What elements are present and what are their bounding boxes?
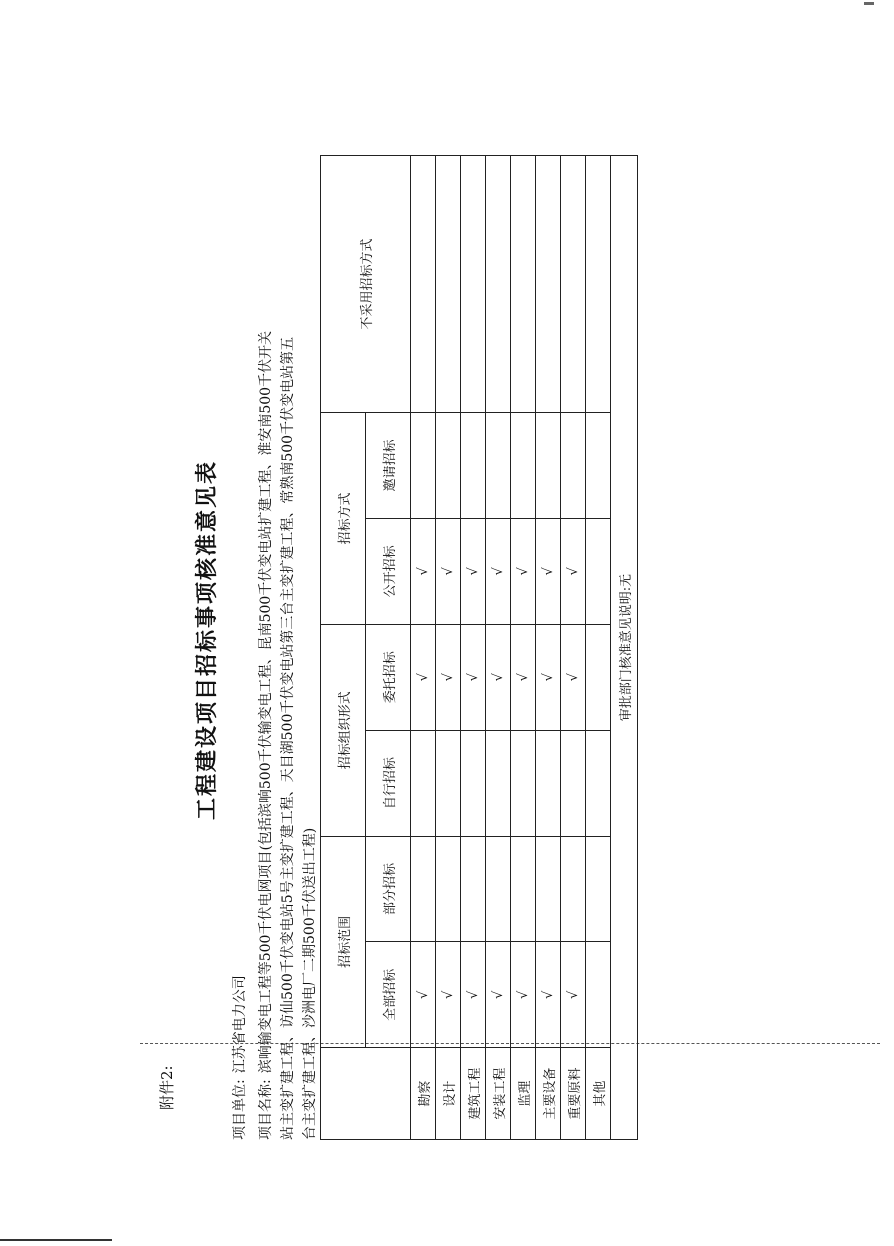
project-name-part-1: 滨响输变电工程等500千伏电网项目(包括滨响500千伏输变电工程、昆南500千伏变电站扩建工程、淮安南500千伏开关 (258, 330, 274, 1074)
empty-cell (411, 156, 436, 413)
check-mark-cell: √ (486, 624, 511, 730)
check-mark-cell: √ (561, 942, 586, 1048)
check-mark-cell: √ (486, 518, 511, 624)
row-label: 设计 (436, 1048, 461, 1140)
check-mark-cell: √ (461, 624, 486, 730)
empty-cell (436, 730, 461, 836)
check-mark-cell: √ (461, 518, 486, 624)
empty-cell (561, 156, 586, 413)
table-row (486, 156, 511, 1140)
sub-header-self: 自行招标 (366, 730, 411, 836)
row-label: 安装工程 (486, 1048, 511, 1140)
check-mark-cell: √ (536, 624, 561, 730)
table-row (411, 156, 436, 1140)
empty-cell (461, 413, 486, 519)
empty-cell (561, 836, 586, 942)
empty-cell (586, 730, 611, 836)
empty-cell (411, 730, 436, 836)
check-mark-cell: √ (511, 942, 536, 1048)
empty-cell (536, 836, 561, 942)
empty-cell (536, 413, 561, 519)
sub-header-invited: 邀请招标 (366, 413, 411, 519)
scan-speck (864, 2, 874, 5)
project-label: 项目名称: (258, 1079, 274, 1140)
check-mark-cell: √ (536, 942, 561, 1048)
project-line-2: 站主变扩建工程、访仙500千伏变电站5号主变扩建工程、天目湖500千伏变电站第三台主变扩建工程、常熟南500千伏变电站第五 (280, 336, 296, 1140)
check-mark-cell: √ (561, 624, 586, 730)
table-row (511, 156, 536, 1140)
table-row (461, 156, 486, 1140)
empty-cell (486, 836, 511, 942)
empty-cell (436, 413, 461, 519)
check-mark-cell: √ (436, 942, 461, 1048)
empty-cell (411, 836, 436, 942)
empty-cell (486, 156, 511, 413)
empty-cell (436, 156, 461, 413)
empty-cell (586, 624, 611, 730)
empty-cell (586, 942, 611, 1048)
check-mark-cell: √ (436, 518, 461, 624)
table-row (586, 156, 611, 1140)
empty-cell (486, 730, 511, 836)
table-row (536, 156, 561, 1140)
empty-cell (461, 156, 486, 413)
sub-header-entrusted: 委托招标 (366, 624, 411, 730)
row-label: 建筑工程 (461, 1048, 486, 1140)
check-mark-cell: √ (561, 518, 586, 624)
check-mark-cell: √ (486, 942, 511, 1048)
unit-line (230, 975, 251, 1140)
table-row (561, 156, 586, 1140)
attachment-label: 附件2: (158, 1065, 176, 1110)
rotated-document (190, 140, 634, 1140)
approval-table (320, 155, 638, 1140)
document-title: 工程建设项目招标事项核准意见表 (194, 460, 220, 821)
check-mark-cell: √ (411, 942, 436, 1048)
unit-label: 项目单位: (232, 1079, 248, 1140)
empty-cell (486, 413, 511, 519)
header-row-groups (321, 156, 366, 1140)
empty-cell (436, 836, 461, 942)
empty-cell (461, 836, 486, 942)
header-no-tender: 不采用招标方式 (321, 156, 411, 413)
project-line-1 (256, 331, 277, 1140)
group-header-scope: 招标范围 (321, 836, 366, 1048)
table-body (411, 156, 611, 1140)
check-mark-cell: √ (461, 942, 486, 1048)
empty-cell (561, 730, 586, 836)
approval-note: 审批部门核准意见说明:无 (611, 156, 638, 1140)
empty-cell (511, 413, 536, 519)
project-line-3: 台主变扩建工程、沙洲电厂二期500千伏送出工程) (302, 827, 318, 1140)
empty-cell (511, 156, 536, 413)
sub-header-full: 全部招标 (366, 942, 411, 1048)
check-mark-cell: √ (511, 624, 536, 730)
empty-cell (586, 518, 611, 624)
empty-cell (411, 413, 436, 519)
sub-header-partial: 部分招标 (366, 836, 411, 942)
row-label: 其他 (586, 1048, 611, 1140)
empty-cell (511, 836, 536, 942)
empty-cell (586, 836, 611, 942)
check-mark-cell: √ (411, 624, 436, 730)
empty-cell (586, 156, 611, 413)
approval-note-row (611, 156, 638, 1140)
row-label: 重要原料 (561, 1048, 586, 1140)
empty-cell (461, 730, 486, 836)
empty-cell (536, 730, 561, 836)
check-mark-cell: √ (511, 518, 536, 624)
row-label: 主要设备 (536, 1048, 561, 1140)
check-mark-cell: √ (436, 624, 461, 730)
unit-value: 江苏省电力公司 (232, 975, 248, 1074)
check-mark-cell: √ (536, 518, 561, 624)
empty-cell (586, 413, 611, 519)
corner-cell (321, 1048, 411, 1140)
table-row (436, 156, 461, 1140)
row-label: 勘察 (411, 1048, 436, 1140)
group-header-organization: 招标组织形式 (321, 624, 366, 836)
empty-cell (511, 730, 536, 836)
row-label: 监理 (511, 1048, 536, 1140)
sub-header-public: 公开招标 (366, 518, 411, 624)
empty-cell (561, 413, 586, 519)
scan-edge-mark (0, 1239, 112, 1241)
check-mark-cell: √ (411, 518, 436, 624)
group-header-method: 招标方式 (321, 413, 366, 625)
empty-cell (536, 156, 561, 413)
